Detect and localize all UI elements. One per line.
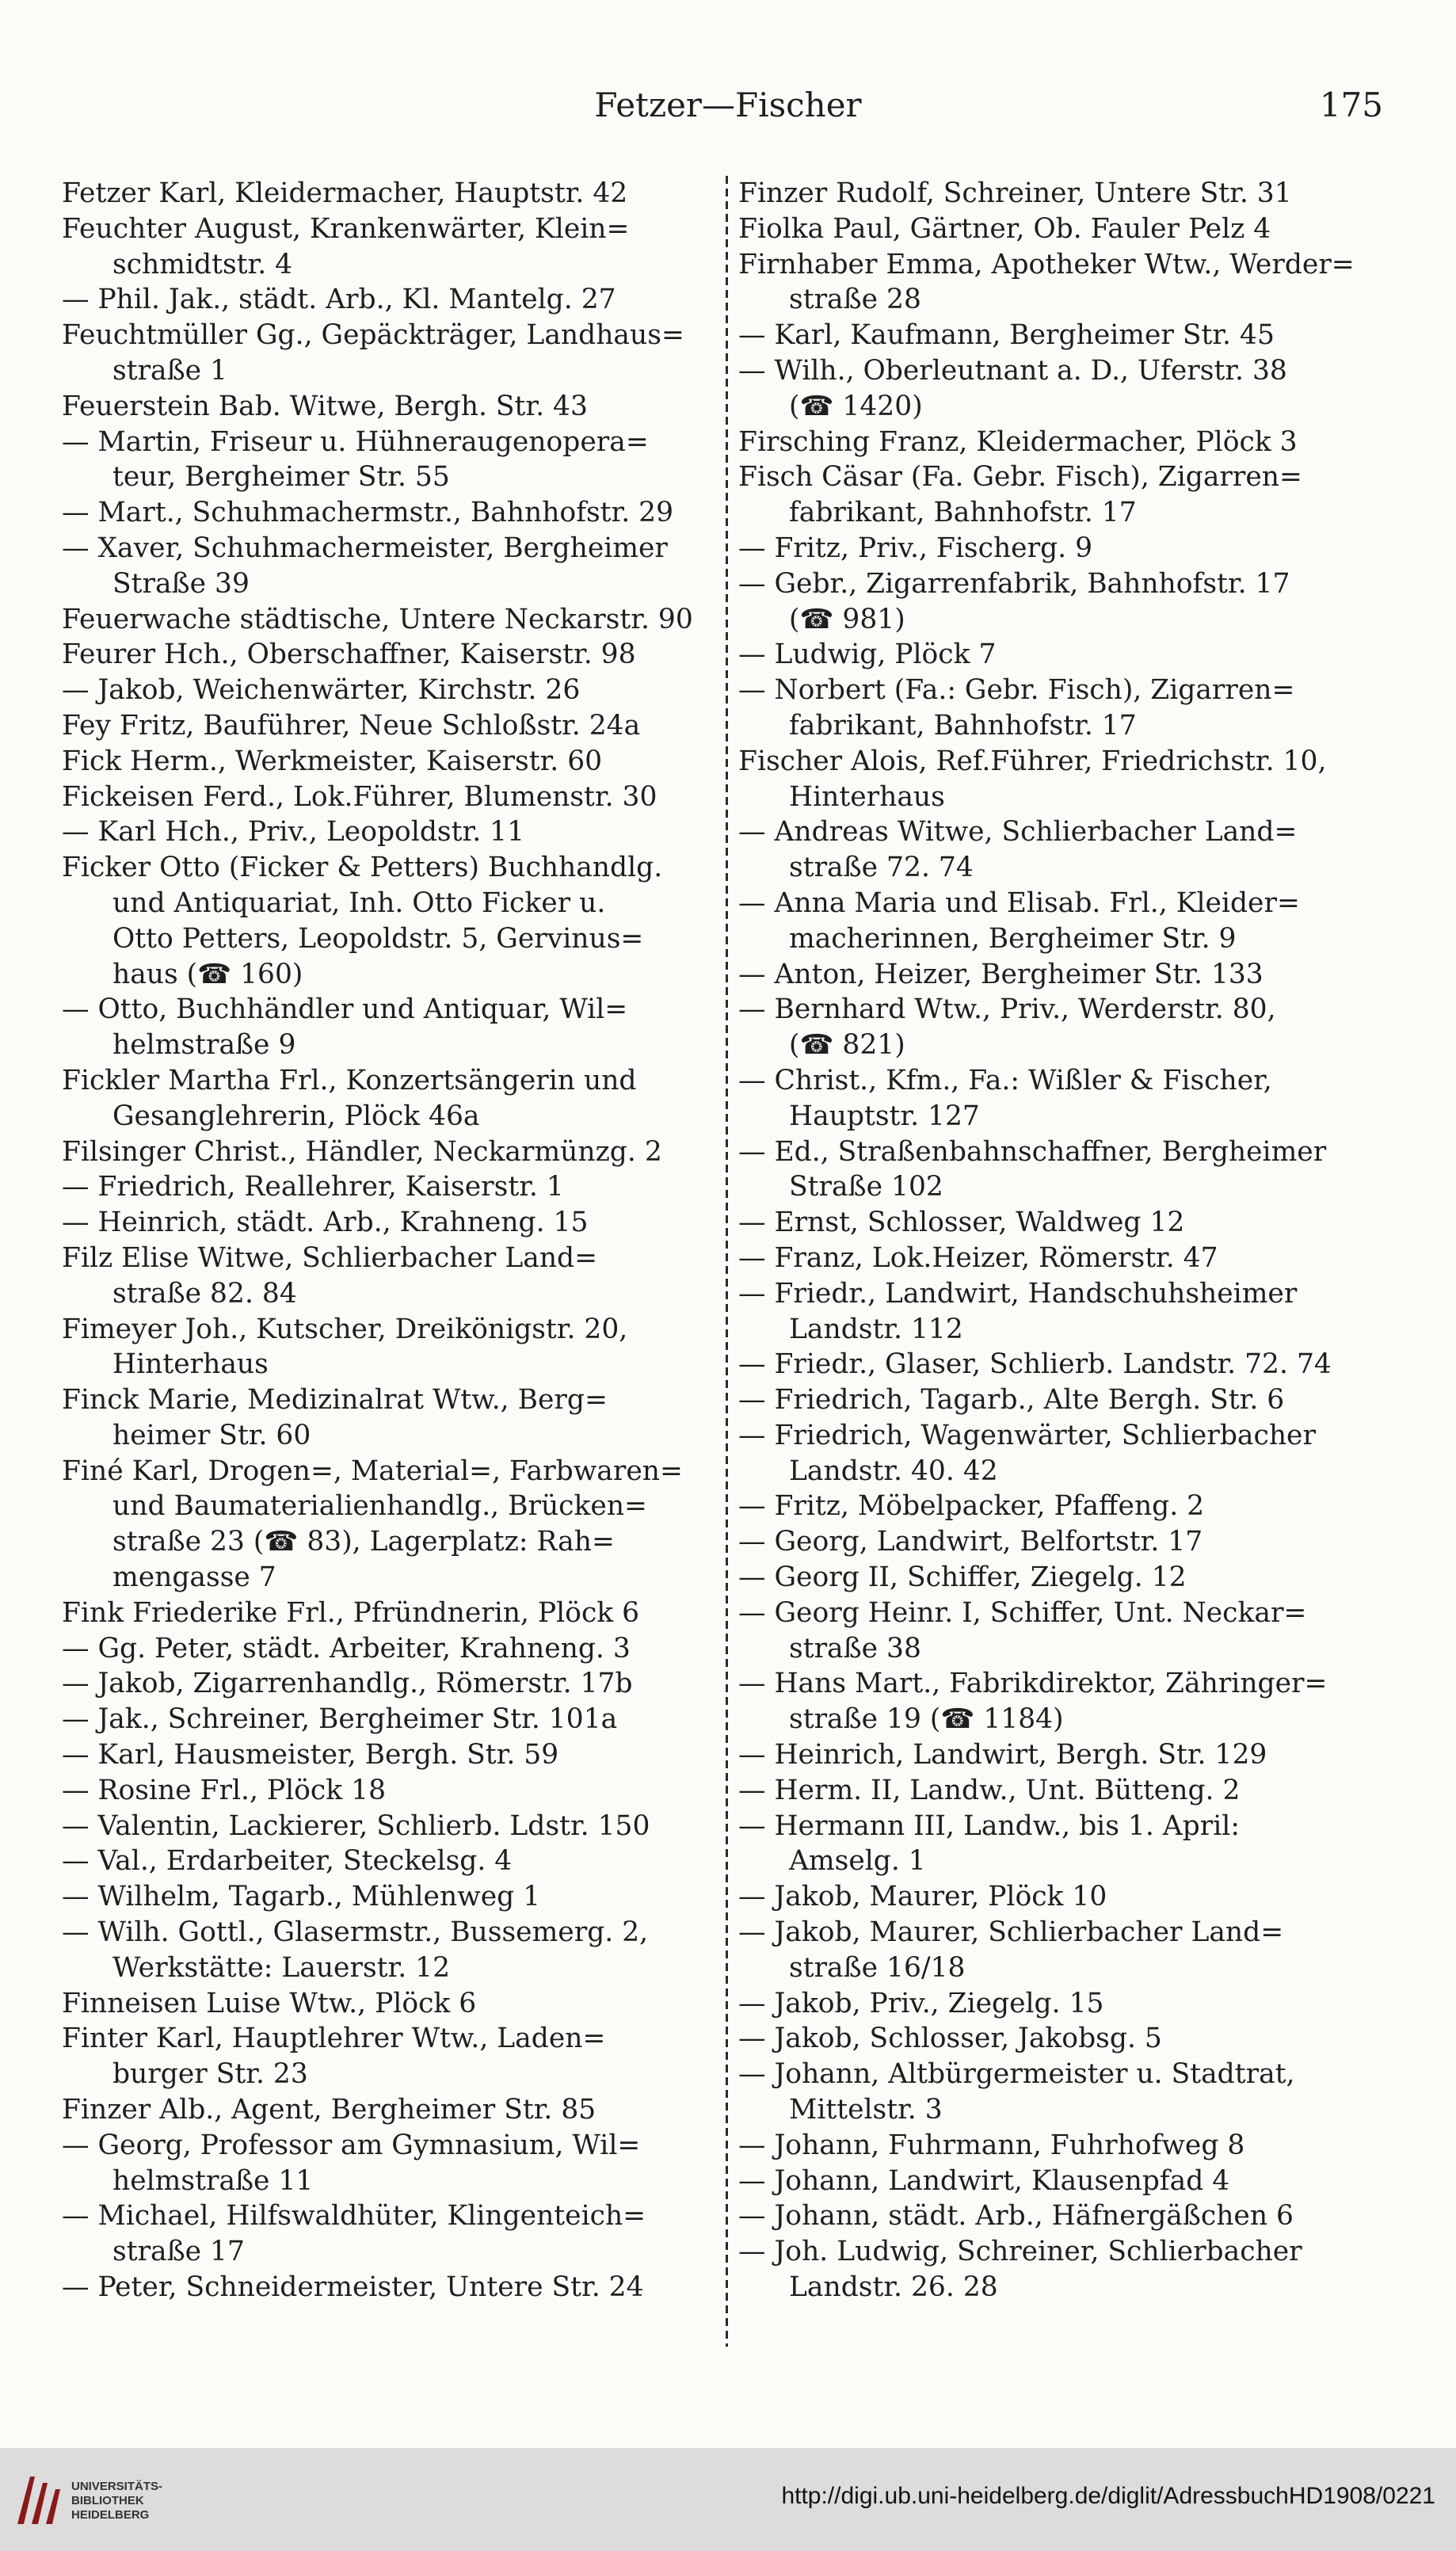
- directory-line: — Fritz, Priv., Fischerg. 9: [738, 532, 1093, 564]
- directory-line: — Karl, Kaufmann, Bergheimer Str. 45: [738, 319, 1275, 352]
- directory-line: — Friedr., Landwirt, Handschuhsheimer: [738, 1277, 1298, 1310]
- directory-line: — Christ., Kfm., Fa.: Wißler & Fischer,: [738, 1064, 1272, 1096]
- directory-line: (☎ 1420): [789, 390, 923, 422]
- directory-line: — Valentin, Lackierer, Schlierb. Ldstr. 150: [62, 1809, 650, 1842]
- directory-line: — Jakob, Schlosser, Jakobsg. 5: [738, 2023, 1162, 2055]
- directory-line: — Gebr., Zigarrenfabrik, Bahnhofstr. 17: [738, 567, 1290, 600]
- directory-line: Feuerstein Bab. Witwe, Bergh. Str. 43: [62, 390, 588, 422]
- directory-line: Werkstätte: Lauerstr. 12: [112, 1951, 451, 1984]
- directory-line: Ficker Otto (Ficker & Petters) Buchhandlg.: [62, 852, 663, 884]
- directory-line: — Johann, Altbürgermeister u. Stadtrat,: [738, 2058, 1295, 2091]
- directory-line: — Bernhard Wtw., Priv., Werderstr. 80,: [738, 993, 1276, 1026]
- directory-line: — Jakob, Zigarrenhandlg., Römerstr. 17b: [62, 1668, 633, 1700]
- directory-line: Fink Friederike Frl., Pfründnerin, Plöck 6: [62, 1596, 640, 1629]
- directory-line: Landstr. 112: [789, 1313, 963, 1345]
- directory-line: helmstraße 11: [112, 2164, 314, 2197]
- logo-line-2: BIBLIOTHEK: [71, 2494, 144, 2507]
- directory-line: — Joh. Ludwig, Schreiner, Schlierbacher: [738, 2236, 1302, 2268]
- directory-line: Finzer Alb., Agent, Bergheimer Str. 85: [62, 2094, 597, 2126]
- directory-line: haus (☎ 160): [112, 958, 303, 990]
- directory-line: und Antiquariat, Inh. Otto Ficker u.: [112, 887, 606, 919]
- directory-line: Amselg. 1: [789, 1845, 926, 1878]
- directory-line: Straße 39: [112, 567, 250, 600]
- directory-line: — Ernst, Schlosser, Waldweg 12: [738, 1207, 1185, 1239]
- directory-line: — Wilh., Oberleutnant a. D., Uferstr. 38: [738, 354, 1287, 387]
- directory-line: — Johann, Landwirt, Klausenpfad 4: [738, 2164, 1230, 2197]
- directory-line: Firsching Franz, Kleidermacher, Plöck 3: [738, 425, 1298, 458]
- directory-line: — Heinrich, städt. Arb., Krahneng. 15: [62, 1207, 589, 1239]
- directory-line: Feuchtmüller Gg., Gepäckträger, Landhaus=: [62, 319, 684, 352]
- logo-line-3: HEIDELBERG: [71, 2508, 150, 2522]
- directory-line: Hauptstr. 127: [789, 1100, 980, 1132]
- directory-line: straße 38: [789, 1632, 921, 1664]
- directory-line: straße 19 (☎ 1184): [789, 1703, 1064, 1736]
- directory-line: fabrikant, Bahnhofstr. 17: [789, 497, 1137, 529]
- directory-line: — Gg. Peter, städt. Arbeiter, Krahneng. 3: [62, 1632, 631, 1664]
- directory-line: — Georg II, Schiffer, Ziegelg. 12: [738, 1561, 1187, 1594]
- directory-line: — Val., Erdarbeiter, Steckelsg. 4: [62, 1845, 513, 1878]
- directory-line: — Friedrich, Tagarb., Alte Bergh. Str. 6: [738, 1384, 1285, 1417]
- footer-bar: [0, 2448, 1456, 2551]
- directory-line: Straße 102: [789, 1171, 943, 1203]
- directory-line: (☎ 821): [789, 1029, 905, 1062]
- directory-line: — Wilhelm, Tagarb., Mühlenweg 1: [62, 1881, 541, 1913]
- directory-line: Fetzer Karl, Kleidermacher, Hauptstr. 42: [62, 177, 628, 209]
- library-logo: [14, 2469, 204, 2532]
- directory-line: — Friedr., Glaser, Schlierb. Landstr. 72. 74: [738, 1348, 1332, 1381]
- page-number: 175: [1319, 86, 1383, 124]
- directory-line: Feuchter August, Krankenwärter, Klein=: [62, 212, 630, 245]
- directory-line: straße 72. 74: [789, 852, 974, 884]
- directory-line: — Mart., Schuhmachermstr., Bahnhofstr. 29: [62, 497, 674, 529]
- directory-line: Gesanglehrerin, Plöck 46a: [112, 1100, 480, 1132]
- directory-line: fabrikant, Bahnhofstr. 17: [789, 709, 1137, 742]
- directory-line: (☎ 981): [789, 603, 905, 635]
- directory-line: — Heinrich, Landwirt, Bergh. Str. 129: [738, 1739, 1267, 1771]
- directory-line: — Rosine Frl., Plöck 18: [62, 1774, 387, 1806]
- directory-line: Finter Karl, Hauptlehrer Wtw., Laden=: [62, 2023, 606, 2055]
- directory-line: mengasse 7: [112, 1561, 276, 1594]
- directory-line: Landstr. 40. 42: [789, 1455, 998, 1487]
- directory-line: — Otto, Buchhändler und Antiquar, Wil=: [62, 993, 628, 1026]
- directory-line: — Martin, Friseur u. Hühneraugenopera=: [62, 425, 649, 458]
- directory-line: Firnhaber Emma, Apotheker Wtw., Werder=: [738, 248, 1355, 280]
- directory-line: — Herm. II, Landw., Unt. Bütteng. 2: [738, 1774, 1241, 1806]
- directory-line: Hinterhaus: [789, 780, 945, 813]
- directory-line: Feurer Hch., Oberschaffner, Kaiserstr. 98: [62, 639, 636, 671]
- directory-line: — Karl, Hausmeister, Bergh. Str. 59: [62, 1739, 559, 1771]
- directory-line: — Georg, Landwirt, Belfortstr. 17: [738, 1526, 1203, 1558]
- directory-line: — Georg, Professor am Gymnasium, Wil=: [62, 2129, 641, 2161]
- page-header: [0, 86, 1456, 133]
- directory-line: burger Str. 23: [112, 2058, 308, 2091]
- directory-line: — Jakob, Weichenwärter, Kirchstr. 26: [62, 674, 581, 707]
- directory-line: straße 82. 84: [112, 1277, 297, 1310]
- directory-line: — Hans Mart., Fabrikdirektor, Zähringer=: [738, 1668, 1328, 1700]
- directory-line: straße 28: [789, 284, 921, 316]
- directory-line: Fickeisen Ferd., Lok.Führer, Blumenstr. 30: [62, 780, 657, 813]
- directory-line: — Jakob, Priv., Ziegelg. 15: [738, 1987, 1104, 2019]
- directory-line: — Norbert (Fa.: Gebr. Fisch), Zigarren=: [738, 674, 1295, 707]
- directory-line: — Franz, Lok.Heizer, Römerstr. 47: [738, 1241, 1218, 1274]
- directory-line: straße 16/18: [789, 1951, 966, 1984]
- directory-line: teur, Bergheimer Str. 55: [112, 461, 450, 494]
- directory-line: — Anton, Heizer, Bergheimer Str. 133: [738, 958, 1264, 990]
- directory-line: — Friedrich, Wagenwärter, Schlierbacher: [738, 1419, 1316, 1451]
- directory-line: Fisch Cäsar (Fa. Gebr. Fisch), Zigarren=: [738, 461, 1302, 494]
- directory-line: — Johann, Fuhrmann, Fuhrhofweg 8: [738, 2129, 1245, 2161]
- directory-line: Finé Karl, Drogen=, Material=, Farbwaren=: [62, 1455, 683, 1487]
- directory-line: Filsinger Christ., Händler, Neckarmünzg. 2: [62, 1135, 662, 1168]
- directory-line: heimer Str. 60: [112, 1419, 311, 1451]
- directory-line: Fick Herm., Werkmeister, Kaiserstr. 60: [62, 745, 603, 777]
- directory-line: — Georg Heinr. I, Schiffer, Unt. Neckar=: [738, 1596, 1307, 1629]
- directory-line: — Fritz, Möbelpacker, Pfaffeng. 2: [738, 1490, 1205, 1523]
- directory-line: macherinnen, Bergheimer Str. 9: [789, 922, 1237, 955]
- directory-line: — Phil. Jak., städt. Arb., Kl. Mantelg. 27: [62, 284, 616, 316]
- library-seal-icon: [14, 2472, 63, 2529]
- directory-line: Mittelstr. 3: [789, 2094, 943, 2126]
- directory-line: schmidtstr. 4: [112, 248, 293, 280]
- directory-line: Filz Elise Witwe, Schlierbacher Land=: [62, 1241, 598, 1274]
- column-divider: [726, 176, 728, 2347]
- directory-line: Fey Fritz, Bauführer, Neue Schloßstr. 24a: [62, 709, 641, 742]
- directory-line: Finck Marie, Medizinalrat Wtw., Berg=: [62, 1384, 608, 1417]
- directory-line: — Ed., Straßenbahnschaffner, Bergheimer: [738, 1135, 1327, 1168]
- directory-line: und Baumaterialienhandlg., Brücken=: [112, 1490, 647, 1523]
- directory-line: — Jakob, Maurer, Plöck 10: [738, 1881, 1107, 1913]
- directory-line: — Jak., Schreiner, Bergheimer Str. 101a: [62, 1703, 618, 1736]
- directory-line: — Xaver, Schuhmachermeister, Bergheimer: [62, 532, 668, 564]
- logo-line-1: UNIVERSITÄTS-: [71, 2480, 163, 2493]
- directory-line: Fischer Alois, Ref.Führer, Friedrichstr. 10,: [738, 745, 1327, 777]
- directory-line: — Friedrich, Reallehrer, Kaiserstr. 1: [62, 1171, 564, 1203]
- directory-line: Feuerwache städtische, Untere Neckarstr. 90: [62, 603, 693, 635]
- source-url-link[interactable]: http://digi.ub.uni-heidelberg.de/diglit/AdressbuchHD1908/0221: [781, 2483, 1435, 2509]
- right-column: [738, 176, 1404, 2305]
- directory-line: — Hermann III, Landw., bis 1. April:: [738, 1809, 1240, 1842]
- directory-line: straße 23 (☎ 83), Lagerplatz: Rah=: [112, 1526, 615, 1558]
- directory-line: straße 1: [112, 354, 228, 387]
- directory-line: Fiolka Paul, Gärtner, Ob. Fauler Pelz 4: [738, 212, 1271, 245]
- directory-line: Fimeyer Joh., Kutscher, Dreikönigstr. 20,: [62, 1313, 628, 1345]
- directory-line: Hinterhaus: [112, 1348, 269, 1381]
- directory-line: — Peter, Schneidermeister, Untere Str. 24: [62, 2271, 644, 2304]
- directory-line: — Karl Hch., Priv., Leopoldstr. 11: [62, 816, 525, 848]
- directory-line: — Wilh. Gottl., Glasermstr., Bussemerg. 2,: [62, 1916, 649, 1949]
- directory-line: Fickler Martha Frl., Konzertsängerin und: [62, 1064, 637, 1096]
- directory-line: — Andreas Witwe, Schlierbacher Land=: [738, 816, 1298, 848]
- directory-line: Otto Petters, Leopoldstr. 5, Gervinus=: [112, 922, 644, 955]
- directory-line: Finzer Rudolf, Schreiner, Untere Str. 31: [738, 177, 1292, 209]
- directory-line: Landstr. 26. 28: [789, 2271, 998, 2304]
- directory-line: — Anna Maria und Elisab. Frl., Kleider=: [738, 887, 1300, 919]
- running-title: Fetzer—Fischer: [594, 86, 862, 124]
- directory-line: — Ludwig, Plöck 7: [738, 639, 997, 671]
- directory-line: Finneisen Luise Wtw., Plöck 6: [62, 1987, 477, 2019]
- directory-line: — Michael, Hilfswaldhüter, Klingenteich=: [62, 2200, 646, 2233]
- directory-line: — Johann, städt. Arb., Häfnergäßchen 6: [738, 2200, 1294, 2233]
- directory-line: helmstraße 9: [112, 1029, 296, 1062]
- left-column: [62, 176, 731, 2305]
- directory-line: straße 17: [112, 2236, 245, 2268]
- directory-line: — Jakob, Maurer, Schlierbacher Land=: [738, 1916, 1284, 1949]
